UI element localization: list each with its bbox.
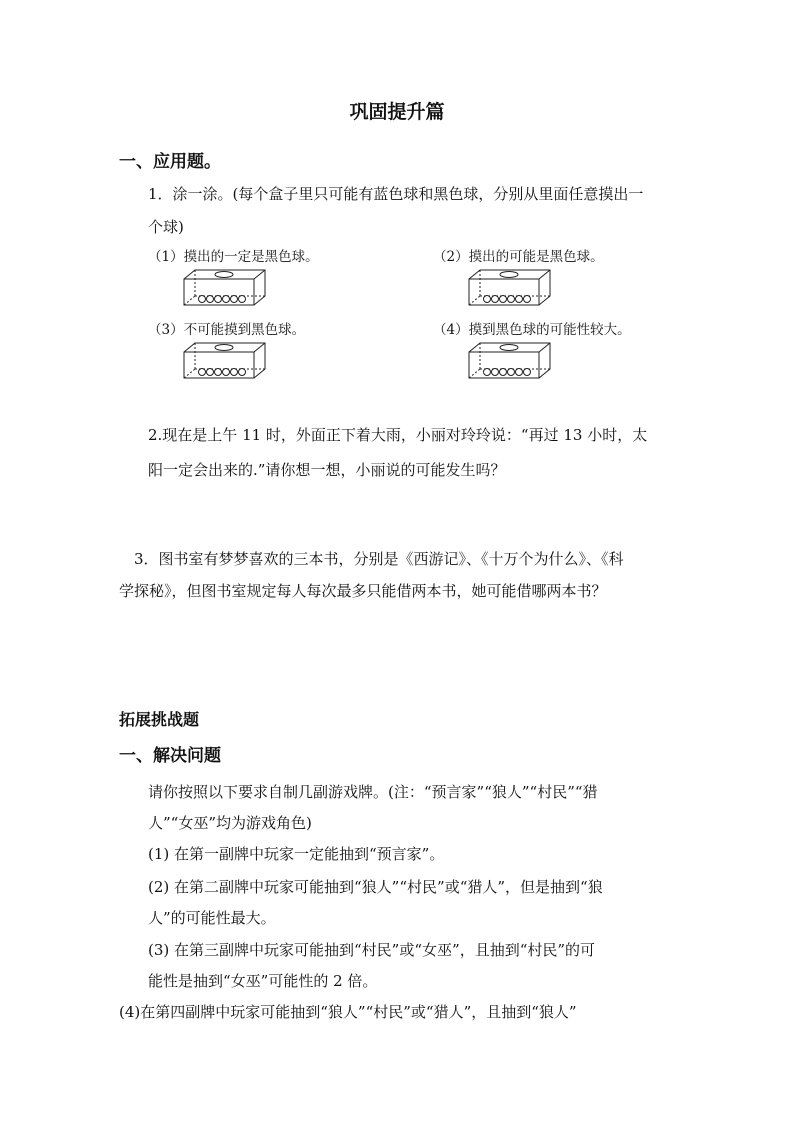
page-title: 巩固提升篇 <box>349 101 445 123</box>
s2-line-8: (4)在第四副牌中玩家可能抽到“狼人”“村民”或“猎人”，且抽到“狼人” <box>119 1003 577 1021</box>
q1-item-4: （4）摸到黑色球的可能性较大。 <box>433 322 631 338</box>
s2-line-4: (2) 在第二副牌中玩家可能抽到“狼人”“村民”或“猎人”，但是抽到“狼 <box>148 878 603 896</box>
q1-line2: 个球) <box>148 218 184 236</box>
q1-item-3: （3）不可能摸到黑色球。 <box>148 322 306 338</box>
s2-line-1: 请你按照以下要求自制几副游戏牌。(注：“预言家”“狼人”“村民”“猎 <box>148 783 598 801</box>
ball-box-4[interactable] <box>465 339 555 383</box>
ball-box-1[interactable] <box>180 266 270 310</box>
q1-line1: 1．涂一涂。(每个盒子里只可能有蓝色球和黑色球，分别从里面任意摸出一 <box>148 185 644 203</box>
q3-line2: 学探秘》，但图书室规定每人每次最多只能借两本书，她可能借哪两本书？ <box>119 582 607 600</box>
s2-line-5: 人”的可能性最大。 <box>148 909 276 927</box>
q3-line1: 3．图书室有梦梦喜欢的三本书，分别是《西游记》、《十万个为什么》、《科 <box>134 550 624 568</box>
s2-line-2: 人”“女巫”均为游戏角色) <box>148 814 312 832</box>
s2-line-7: 能性是抽到“女巫”可能性的 2 倍。 <box>148 972 378 990</box>
s2-line-6: (3) 在第三副牌中玩家可能抽到“村民”或“女巫”，且抽到“村民”的可 <box>148 941 596 959</box>
s2-line-3: (1) 在第一副牌中玩家一定能抽到“预言家”。 <box>148 845 445 863</box>
ball-box-3[interactable] <box>180 339 270 383</box>
q1-item-2: （2）摸出的可能是黑色球。 <box>433 249 604 265</box>
section2-title: 拓展挑战题 <box>119 710 200 729</box>
q1-item-1: （1）摸出的一定是黑色球。 <box>148 249 319 265</box>
ball-box-2[interactable] <box>465 266 555 310</box>
section2-heading: 一、解决问题 <box>119 746 221 766</box>
q2-line2: 阳一定会出来的.”请你想一想，小丽说的可能发生吗？ <box>148 461 506 479</box>
section1-heading: 一、应用题。 <box>119 152 221 172</box>
q2-line1: 2.现在是上午 11 时，外面正下着大雨，小丽对玲玲说：“再过 13 小时，太 <box>148 426 648 444</box>
